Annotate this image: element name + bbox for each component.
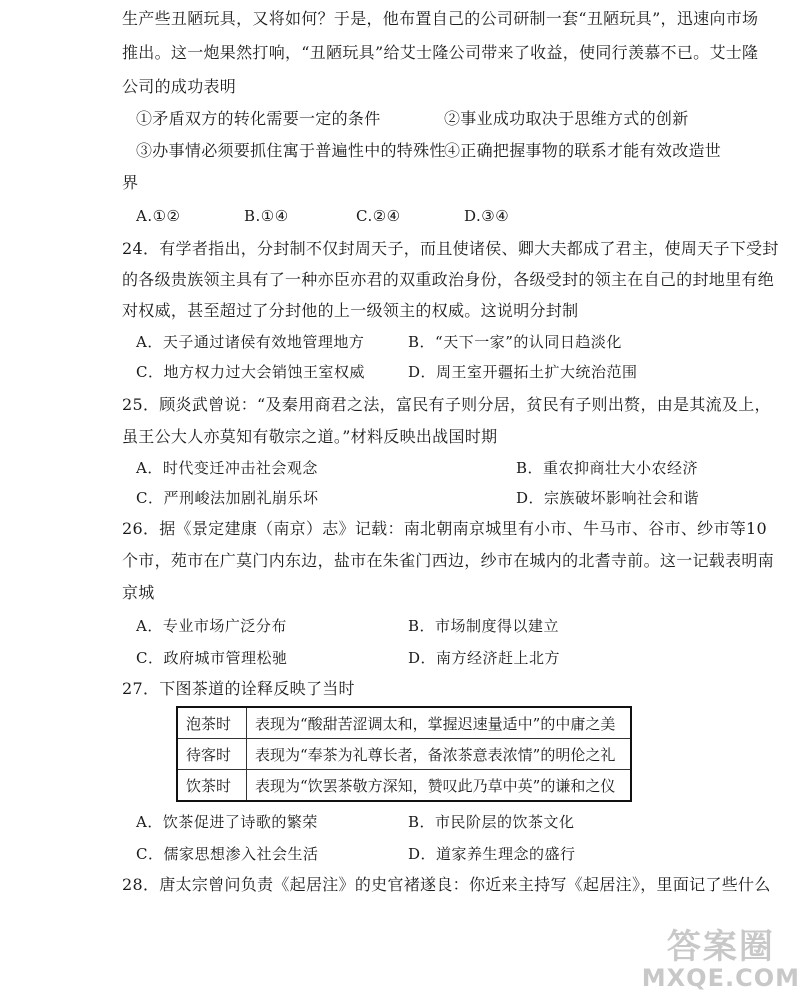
q25-option-c[interactable]: C．严刑峻法加剧礼崩乐坏 [136, 489, 319, 507]
tea-table-value: 表现为“饮罢茶敬方深知，赞叹此乃草中英”的谦和之仪 [247, 770, 632, 802]
q27-option-d[interactable]: D．道家养生理念的盛行 [408, 845, 576, 863]
q23-statement-4-cont: 界 [122, 173, 139, 192]
q23-option-c[interactable]: C.②④ [356, 207, 401, 225]
watermark-logo: 答案圈 [666, 927, 775, 967]
q24-option-c[interactable]: C．地方权力过大会销蚀王室权威 [136, 363, 365, 381]
q24-option-a[interactable]: A．天子通过诸侯有效地管理地方 [136, 333, 365, 351]
q26-option-c[interactable]: C．政府城市管理松驰 [136, 649, 288, 667]
q23-line-3: 公司的成功表明 [122, 77, 237, 96]
q27-option-b[interactable]: B．市民阶层的饮茶文化 [408, 813, 575, 831]
q26-line-2: 个市，苑市在广莫门内东边，盐市在朱雀门西边，纱市在城内的北耆寺前。这一记载表明南 [122, 551, 775, 570]
q25-line-2: 虽王公大人亦莫知有敬宗之道。”材料反映出战国时期 [122, 427, 498, 446]
q24-option-d[interactable]: D．周王室开疆拓土扩大统治范围 [408, 363, 638, 381]
q24-line-2: 的各级贵族领主具有了一种亦臣亦君的双重政治身份，各级受封的领主在自己的封地里有绝 [122, 270, 775, 289]
q26-line-3: 京城 [122, 583, 155, 602]
q27-option-a[interactable]: A．饮茶促进了诗歌的繁荣 [136, 813, 318, 831]
q24-option-b[interactable]: B．“天下一家”的认同日趋淡化 [408, 333, 622, 351]
q25-option-d[interactable]: D．宗族破坏影响社会和谐 [516, 489, 700, 507]
tea-table-key: 泡茶时 [177, 707, 247, 739]
q23-statement-1: ①矛盾双方的转化需要一定的条件 [136, 109, 381, 128]
q26-option-b[interactable]: B．市场制度得以建立 [408, 617, 560, 635]
q23-option-d[interactable]: D.③④ [464, 207, 510, 225]
q27-option-c[interactable]: C．儒家思想渗入社会生活 [136, 845, 319, 863]
q26-line-1: 26．据《景定建康（南京）志》记载：南北朝南京城里有小市、牛马市、谷市、纱市等10 [122, 519, 768, 538]
tea-table-value: 表现为“酸甜苦涩调太和，掌握迟速量适中”的中庸之美 [247, 707, 632, 739]
q23-line-2: 推出。这一炮果然打响，“丑陋玩具”给艾士隆公司带来了收益，使同行羡慕不已。艾士隆 [122, 43, 759, 62]
q23-statement-2: ②事业成功取决于思维方式的创新 [444, 109, 689, 128]
watermark [642, 929, 800, 991]
q23-option-a[interactable]: A.①② [136, 207, 181, 225]
q23-line-1: 生产些丑陋玩具，又将如何？于是，他布置自己的公司研制一套“丑陋玩具”，迅速向市场 [122, 9, 759, 28]
q24-line-3: 对权威，甚至超过了分封他的上一级领主的权威。这说明分封制 [122, 301, 579, 320]
table-row [177, 770, 631, 802]
q23-statement-4: ④正确把握事物的联系才能有效改造世 [444, 141, 722, 160]
q23-statement-3: ③办事情必须要抓住寓于普遍性中的特殊性 [136, 141, 446, 160]
watermark-url: MXQE.COM [641, 964, 800, 992]
tea-table-key: 饮茶时 [177, 770, 247, 802]
q25-line-1: 25．顾炎武曾说：“及秦用商君之法，富民有子则分居，贫民有子则出赘，由是其流及上， [122, 395, 771, 414]
table-row [177, 707, 631, 739]
q23-option-b[interactable]: B.①④ [244, 207, 289, 225]
q24-line-1: 24．有学者指出，分封制不仅封周天子，而且使诸侯、卿大夫都成了君主，使周天子下受封 [122, 239, 779, 258]
tea-table-key: 待客时 [177, 739, 247, 770]
tea-ceremony-table [176, 706, 632, 802]
tea-table-value: 表现为“奉茶为礼尊长者，备浓茶意表浓情”的明伦之礼 [247, 739, 632, 770]
q26-option-d[interactable]: D．南方经济赶上北方 [408, 649, 561, 667]
q27-line-1: 27．下图茶道的诠释反映了当时 [122, 679, 355, 698]
q25-option-a[interactable]: A．时代变迁冲击社会观念 [136, 459, 318, 477]
q26-option-a[interactable]: A．专业市场广泛分布 [136, 617, 287, 635]
table-row [177, 739, 631, 770]
q28-line-1: 28．唐太宗曾问负责《起居注》的史官褚遂良：你近来主持写《起居注》，里面记了些什么 [122, 875, 771, 894]
q25-option-b[interactable]: B．重农抑商壮大小农经济 [516, 459, 699, 477]
